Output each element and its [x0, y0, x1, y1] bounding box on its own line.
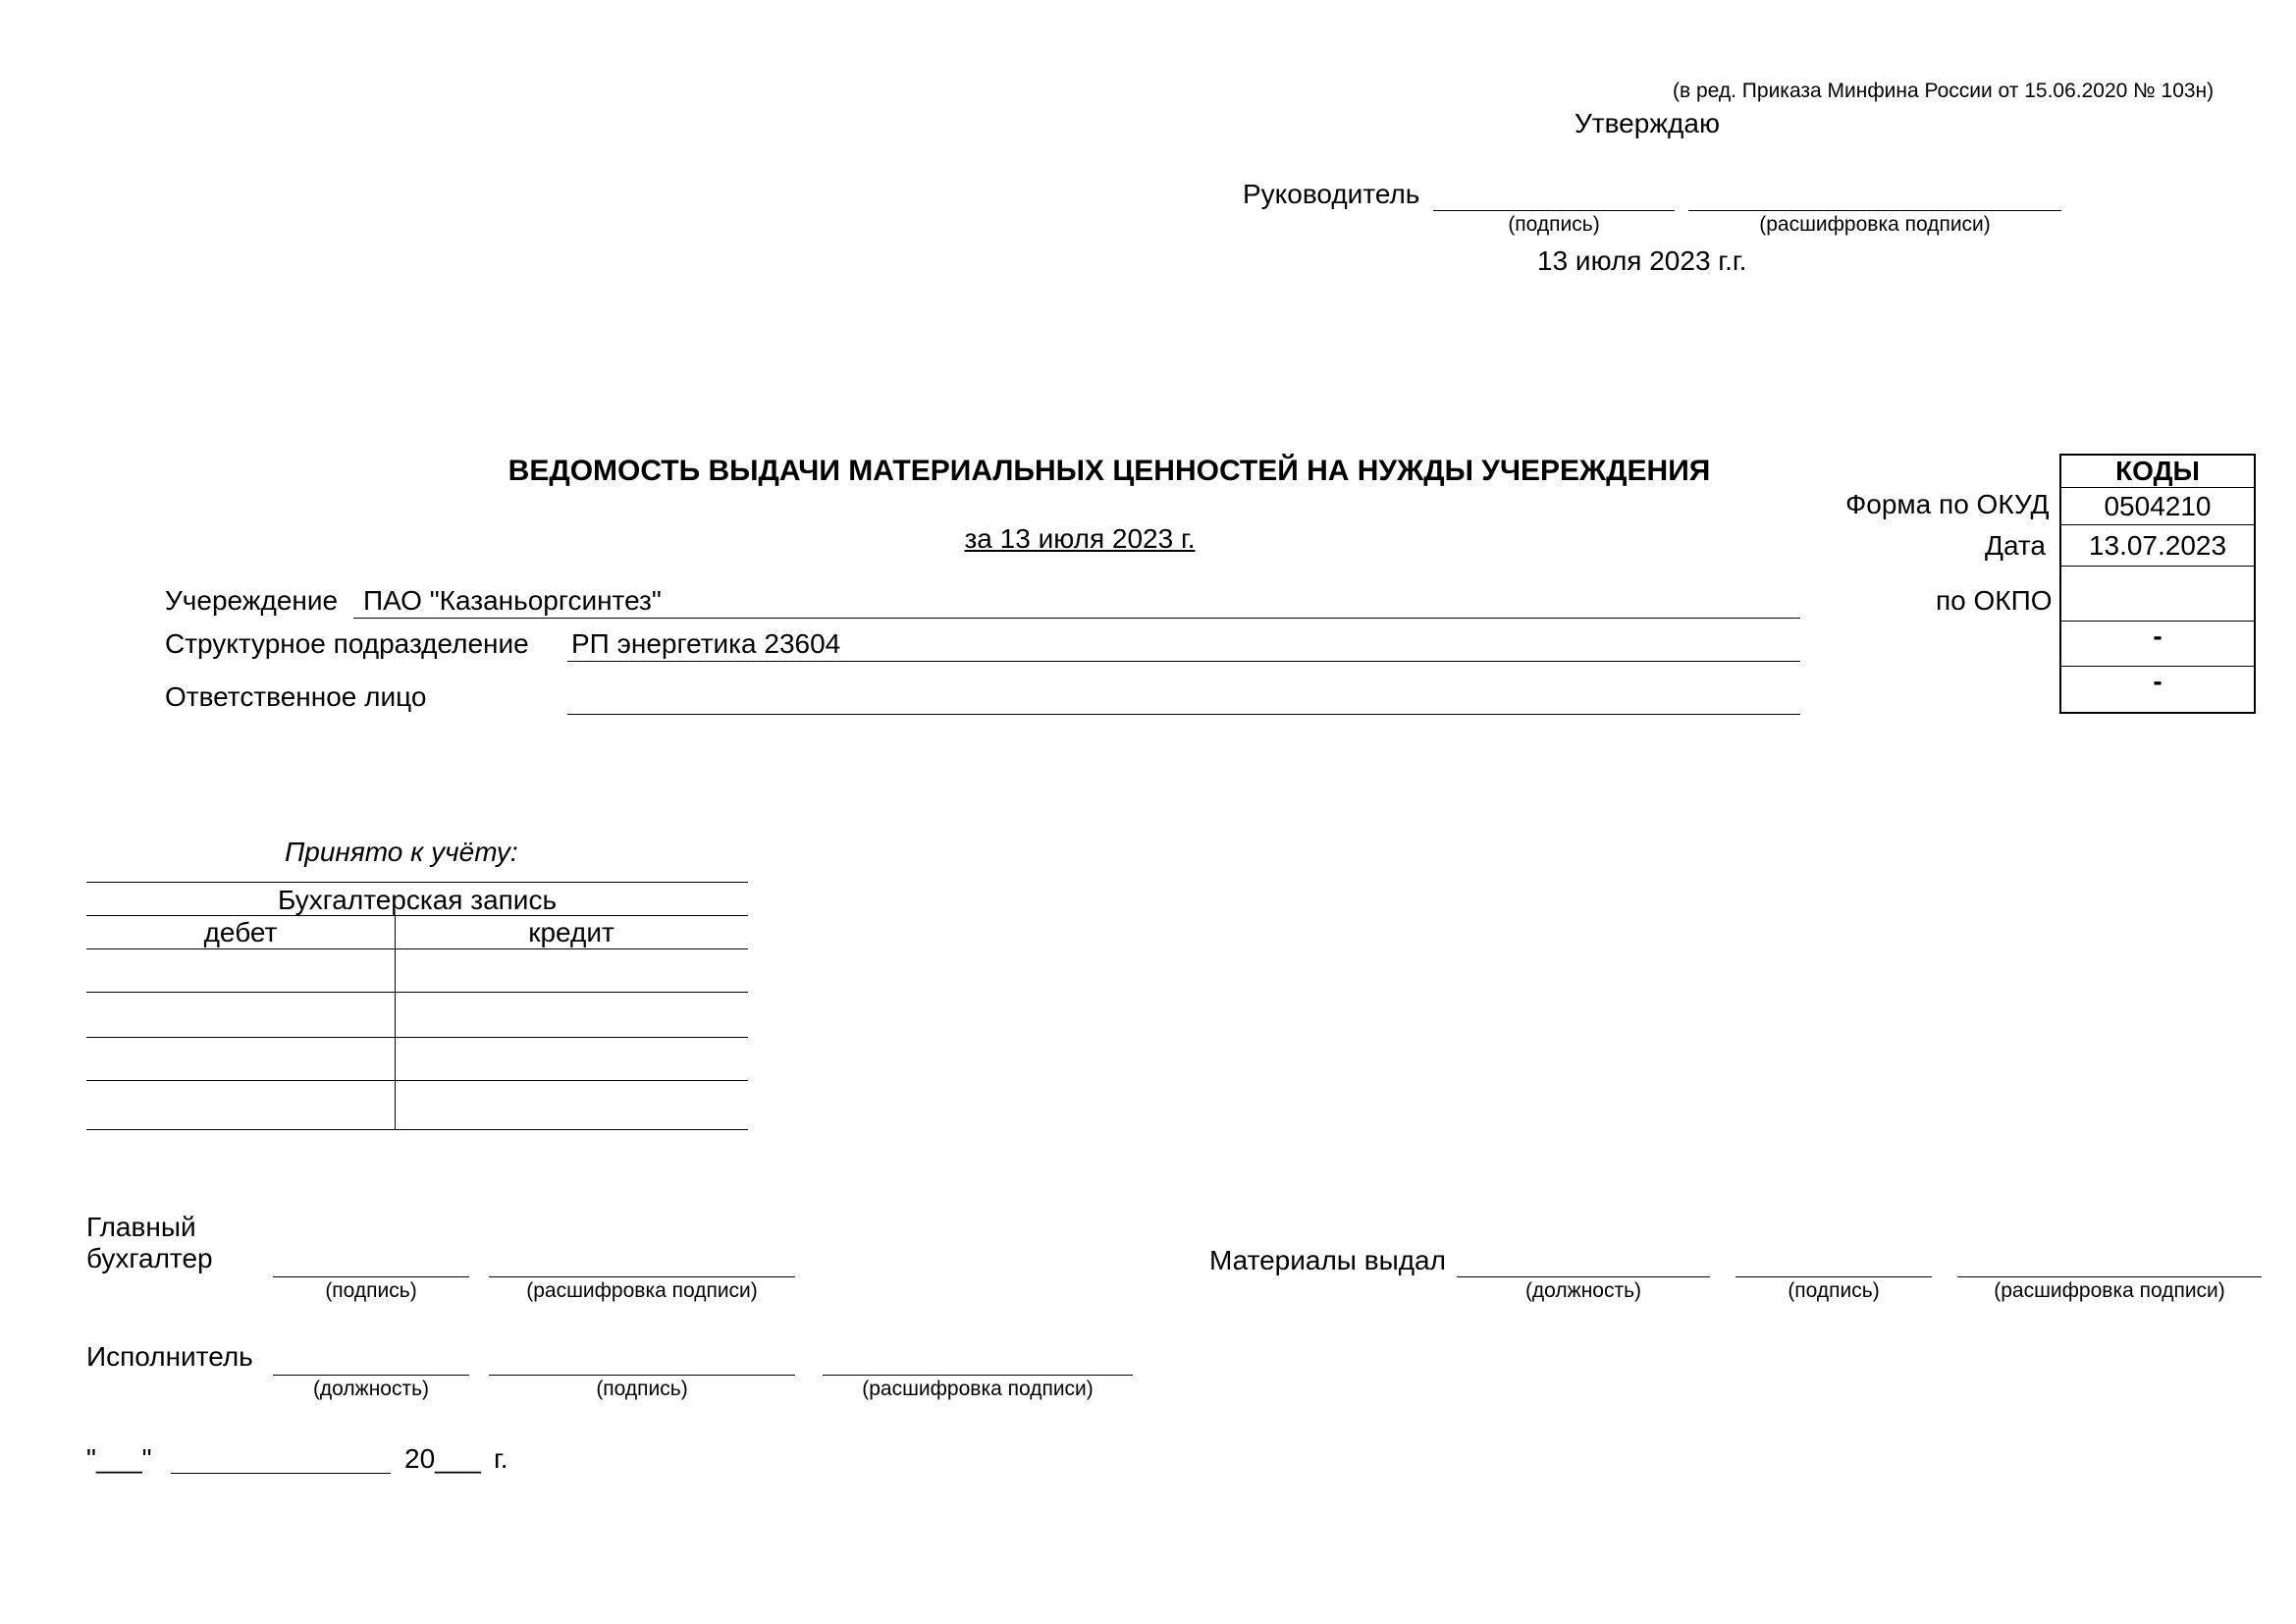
- okpo-value: [2061, 566, 2254, 621]
- chief-accountant-label-2: бухгалтер: [86, 1243, 213, 1273]
- issued-decode-caption: (расшифровка подписи): [1994, 1279, 2225, 1302]
- executor-position-caption: (должность): [312, 1378, 430, 1400]
- entry-top-line: [86, 882, 748, 883]
- debit-header: дебет: [203, 917, 278, 947]
- responsible-label: Ответственное лицо: [165, 681, 427, 712]
- head-decode-caption: (расшифровка подписи): [1759, 213, 1991, 236]
- head-signature-line[interactable]: [1433, 210, 1675, 211]
- head-decode-line[interactable]: [1688, 210, 2061, 211]
- chief-accountant-label-1: Главный: [86, 1212, 196, 1242]
- entry-column-divider: [395, 915, 396, 1129]
- okud-value: 0504210: [2061, 487, 2254, 524]
- entry-row-line-1: [86, 948, 748, 949]
- okud-label: Форма по ОКУД: [1845, 489, 2050, 519]
- executor-decode-line[interactable]: [823, 1375, 1133, 1376]
- date-month-line[interactable]: [171, 1473, 391, 1474]
- issued-label: Материалы выдал: [1209, 1245, 1446, 1275]
- document-period: за 13 июля 2023 г.: [964, 523, 1196, 554]
- division-label: Структурное подразделение: [165, 628, 529, 659]
- executor-position-line[interactable]: [273, 1375, 469, 1376]
- executor-sign-caption: (подпись): [596, 1378, 688, 1400]
- date-value: 13.07.2023: [2061, 524, 2254, 566]
- entry-header: Бухгалтерская запись: [277, 885, 558, 915]
- issued-position-caption: (должность): [1524, 1279, 1642, 1302]
- credit-header: кредит: [528, 917, 614, 947]
- issued-decode-line[interactable]: [1957, 1276, 2262, 1277]
- entry-row-line-4: [86, 1080, 748, 1081]
- chief-decode-line[interactable]: [489, 1276, 795, 1277]
- issued-sign-line[interactable]: [1735, 1276, 1932, 1277]
- executor-label: Исполнитель: [86, 1341, 253, 1372]
- executor-decode-caption: (расшифровка подписи): [862, 1378, 1094, 1400]
- codes-header: КОДЫ: [2115, 456, 2200, 486]
- chief-decode-caption: (расшифровка подписи): [526, 1279, 758, 1302]
- date-year[interactable]: 20___: [404, 1443, 481, 1474]
- institution-line: [353, 618, 1800, 619]
- date-suffix: г.: [494, 1443, 508, 1474]
- codes-table: [2059, 454, 2256, 714]
- code-row-4: -: [2061, 621, 2254, 666]
- issued-sign-caption: (подпись): [1788, 1279, 1880, 1302]
- approve-label: Утверждаю: [1575, 108, 1720, 138]
- okpo-label: по ОКПО: [1936, 585, 2053, 616]
- edition-note: (в ред. Приказа Минфина России от 15.06.2020 № 103н): [1673, 80, 2215, 102]
- head-label: Руководитель: [1243, 179, 1420, 209]
- division-line: [567, 661, 1800, 662]
- institution-label: Учереждение: [165, 585, 339, 616]
- chief-sign-caption: (подпись): [325, 1279, 417, 1302]
- responsible-line: [567, 714, 1800, 715]
- entry-row-line-3: [86, 1037, 748, 1038]
- accepted-label: Принято к учёту:: [285, 837, 518, 867]
- code-row-5: -: [2061, 666, 2254, 712]
- entry-header-line: [86, 915, 748, 916]
- executor-sign-line[interactable]: [489, 1375, 795, 1376]
- approve-date: 13 июля 2023 г.г.: [1537, 245, 1747, 276]
- entry-row-line-5: [86, 1129, 748, 1130]
- chief-sign-line[interactable]: [273, 1276, 469, 1277]
- entry-row-line-2: [86, 992, 748, 993]
- division-value[interactable]: РП энергетика 23604: [571, 628, 841, 659]
- date-label: Дата: [1985, 530, 2047, 561]
- document-title: ВЕДОМОСТЬ ВЫДАЧИ МАТЕРИАЛЬНЫХ ЦЕННОСТЕЙ НА НУЖДЫ УЧЕРЕЖДЕНИЯ: [507, 455, 1711, 487]
- head-sign-caption: (подпись): [1508, 213, 1600, 236]
- date-day[interactable]: "___": [86, 1443, 152, 1474]
- institution-value[interactable]: ПАО "Казаньоргсинтез": [363, 585, 662, 616]
- issued-position-line[interactable]: [1457, 1276, 1710, 1277]
